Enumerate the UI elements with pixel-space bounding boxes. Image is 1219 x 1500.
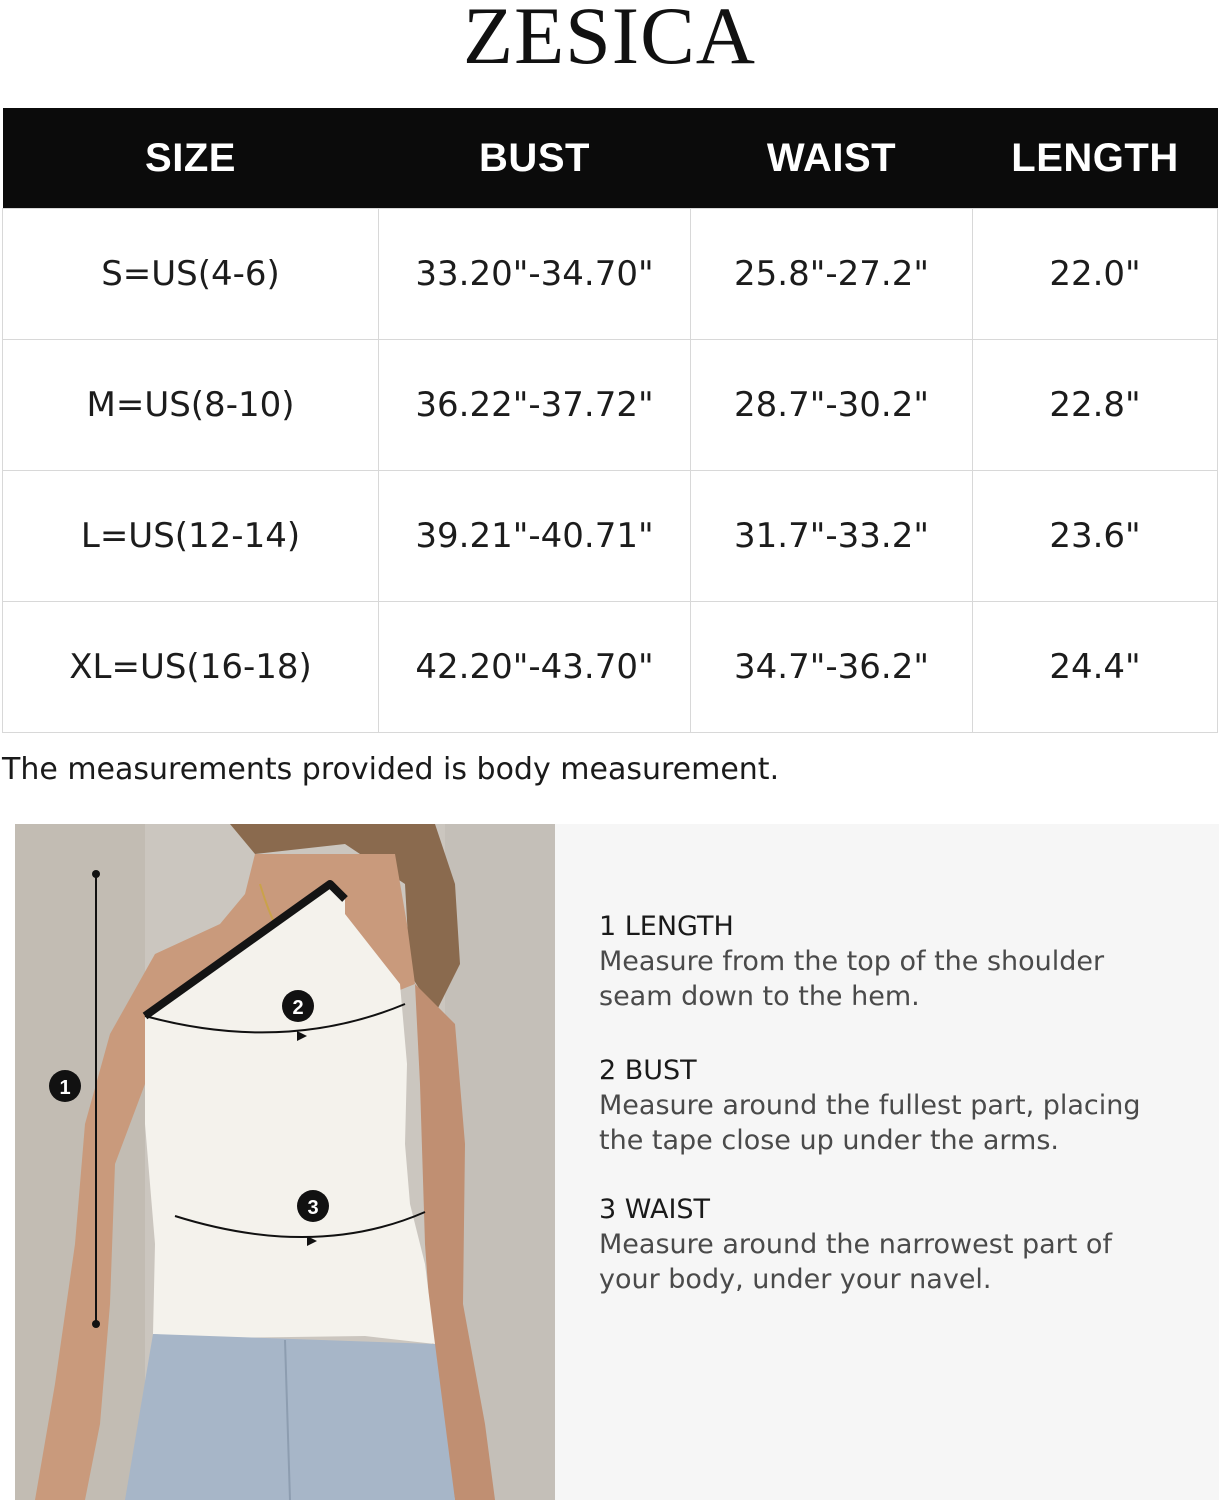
step-length-line-2: seam down to the hem. <box>599 981 920 1012</box>
cell-size: XL=US(16-18) <box>3 602 379 733</box>
model-photo <box>15 824 555 1500</box>
cell-waist: 25.8"-27.2" <box>691 209 973 340</box>
cell-length: 22.0" <box>973 209 1218 340</box>
measure-instructions <box>555 824 1219 1500</box>
cell-size: S=US(4-6) <box>3 209 379 340</box>
cell-bust: 33.20"-34.70" <box>379 209 691 340</box>
table-row <box>3 602 1218 733</box>
step-waist-line-2: your body, under your navel. <box>599 1264 992 1295</box>
header-bust: BUST <box>379 108 691 209</box>
marker-3-label: 3 <box>307 1197 319 1219</box>
measurement-note: The measurements provided is body measurement. <box>2 752 780 787</box>
cell-waist: 31.7"-33.2" <box>691 471 973 602</box>
table-row <box>3 471 1218 602</box>
step-length-title: 1 LENGTH <box>599 911 734 942</box>
step-length-line-1: Measure from the top of the shoulder <box>599 946 1105 977</box>
cell-size: M=US(8-10) <box>3 340 379 471</box>
step-bust-line-1: Measure around the fullest part, placing <box>599 1090 1141 1121</box>
cell-length: 24.4" <box>973 602 1218 733</box>
header-size: SIZE <box>3 108 379 209</box>
cell-length: 23.6" <box>973 471 1218 602</box>
brand-logo: ZESICA <box>463 0 756 81</box>
step-bust-line-2: the tape close up under the arms. <box>599 1125 1059 1156</box>
cell-length: 22.8" <box>973 340 1218 471</box>
step-length <box>599 910 1199 1014</box>
cell-bust: 42.20"-43.70" <box>379 602 691 733</box>
header-waist: WAIST <box>691 108 973 209</box>
cell-waist: 34.7"-36.2" <box>691 602 973 733</box>
size-chart-table <box>2 108 1218 733</box>
step-bust-title: 2 BUST <box>599 1055 697 1086</box>
length-line-bottom <box>92 1320 100 1328</box>
header-length: LENGTH <box>973 108 1218 209</box>
marker-2-label: 2 <box>292 997 304 1019</box>
length-line-top <box>92 870 100 878</box>
step-waist-line-1: Measure around the narrowest part of <box>599 1229 1112 1260</box>
cell-size: L=US(12-14) <box>3 471 379 602</box>
marker-1-label: 1 <box>59 1077 71 1099</box>
model-illustration <box>15 824 555 1500</box>
cell-bust: 36.22"-37.72" <box>379 340 691 471</box>
cell-bust: 39.21"-40.71" <box>379 471 691 602</box>
table-header-row <box>3 108 1218 209</box>
step-bust <box>599 1054 1199 1158</box>
step-waist-title: 3 WAIST <box>599 1194 711 1225</box>
table-row <box>3 209 1218 340</box>
cell-waist: 28.7"-30.2" <box>691 340 973 471</box>
table-row <box>3 340 1218 471</box>
step-waist <box>599 1193 1199 1297</box>
